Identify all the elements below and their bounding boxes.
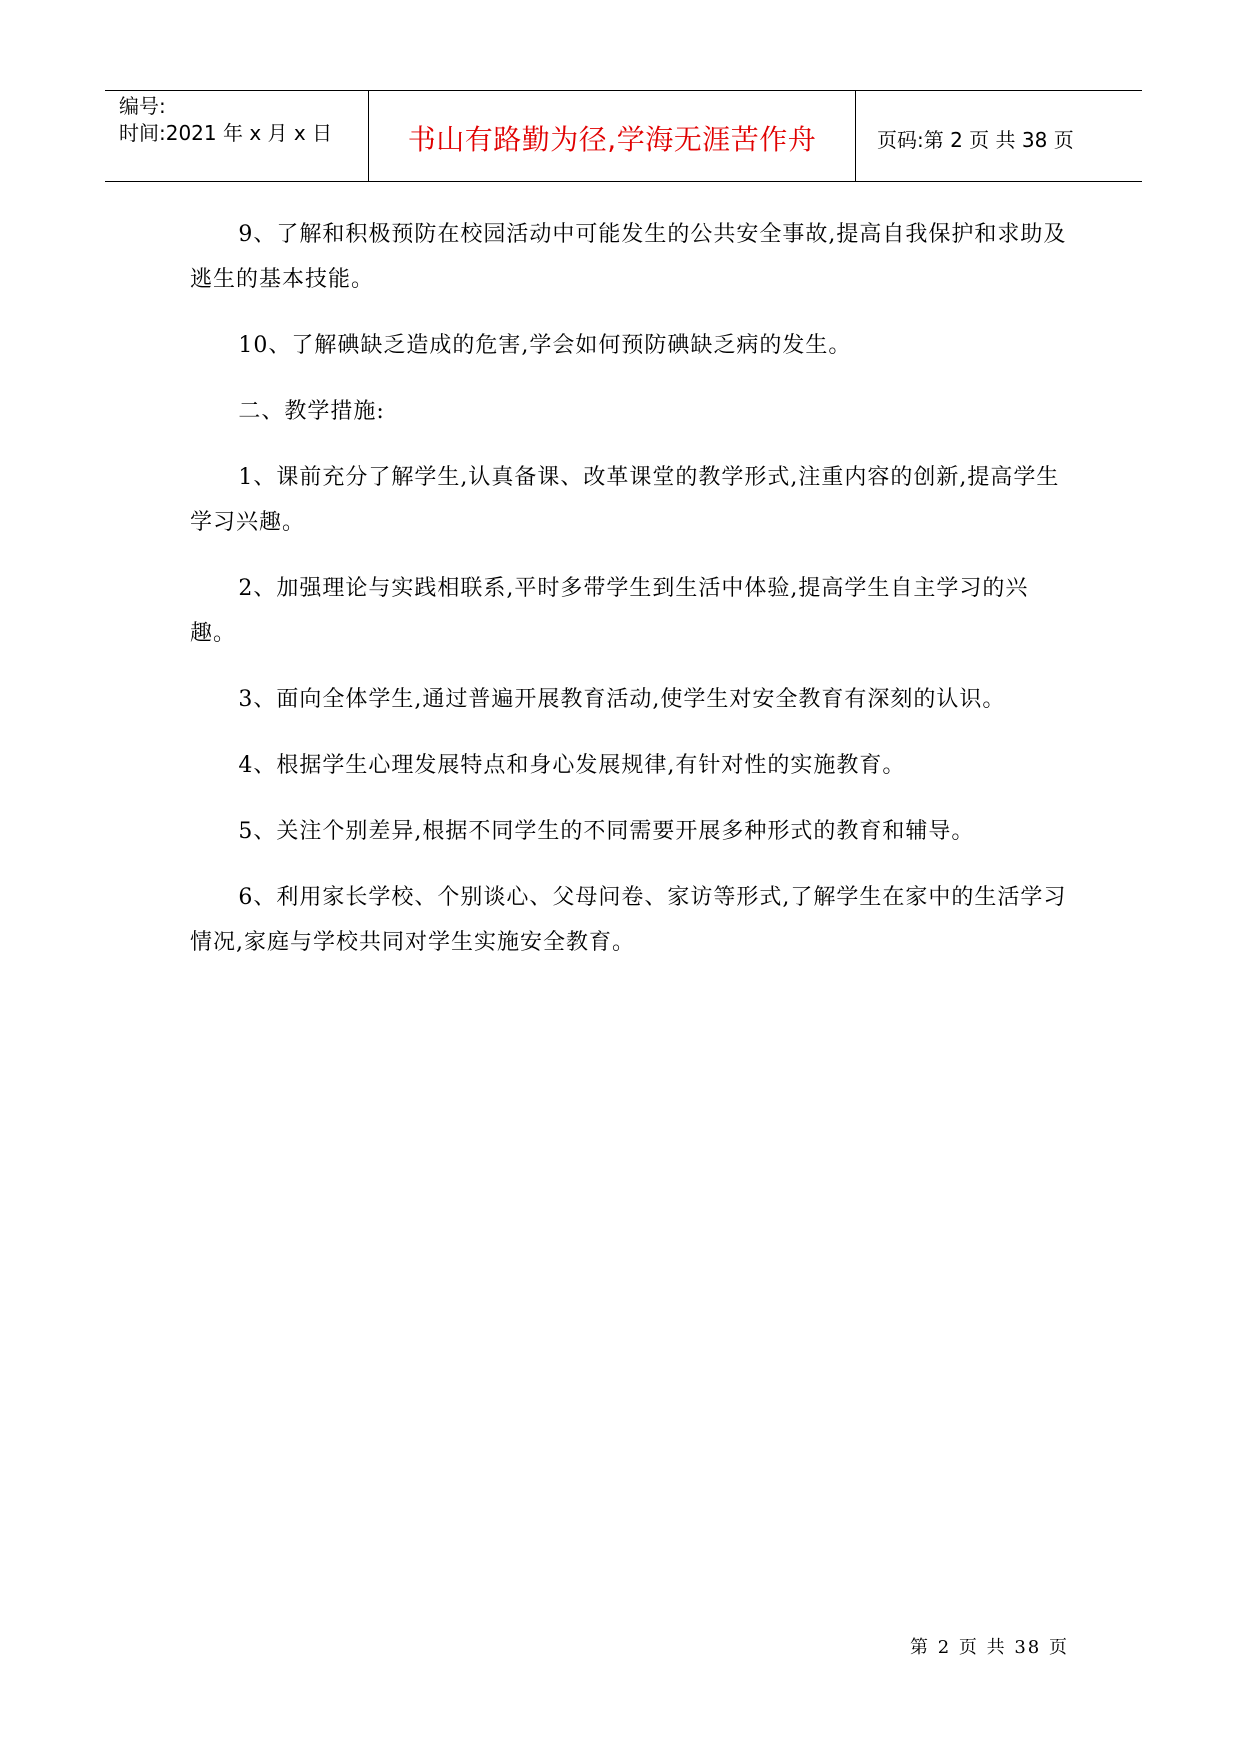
header-page-cell [856, 91, 1142, 181]
paragraph: 5、关注个别差异,根据不同学生的不同需要开展多种形式的教育和辅导。 [238, 819, 975, 844]
page-footer [910, 1633, 1069, 1659]
paragraph: 4、根据学生心理发展特点和身心发展规律,有针对性的实施教育。 [238, 753, 906, 778]
header-page-number: 页码:第 2 页 共 38 页 [877, 127, 1074, 152]
paragraph: 3、面向全体学生,通过普遍开展教育活动,使学生对安全教育有深刻的认识。 [238, 687, 1006, 712]
document-body [190, 212, 1070, 986]
motto-text: 书山有路勤为径,学海无涯苦作舟 [407, 123, 817, 156]
document-time-label: 时间:2021 年 x 月 x 日 [119, 121, 333, 145]
paragraph: 2、加强理论与实践相联系,平时多带学生到生活中体验,提高学生自主学习的兴趣。 [190, 576, 1029, 646]
paragraph: 10、了解碘缺乏造成的危害,学会如何预防碘缺乏病的发生。 [238, 333, 852, 358]
paragraph: 9、了解和积极预防在校园活动中可能发生的公共安全事故,提高自我保护和求助及逃生的基本技能。 [190, 222, 1067, 292]
paragraph: 6、利用家长学校、个别谈心、父母问卷、家访等形式,了解学生在家中的生活学习情况,家庭与学校共同对学生实施安全教育。 [190, 885, 1067, 955]
page-header [105, 90, 1142, 182]
document-code-label: 编号: [119, 94, 166, 118]
header-info-cell [105, 91, 369, 181]
paragraph: 1、课前充分了解学生,认真备课、改革课堂的教学形式,注重内容的创新,提高学生学习兴趣。 [190, 465, 1060, 535]
header-motto-cell [369, 91, 856, 181]
section-heading: 二、教学措施: [238, 399, 385, 424]
footer-page-number: 第 2 页 共 38 页 [910, 1637, 1069, 1658]
